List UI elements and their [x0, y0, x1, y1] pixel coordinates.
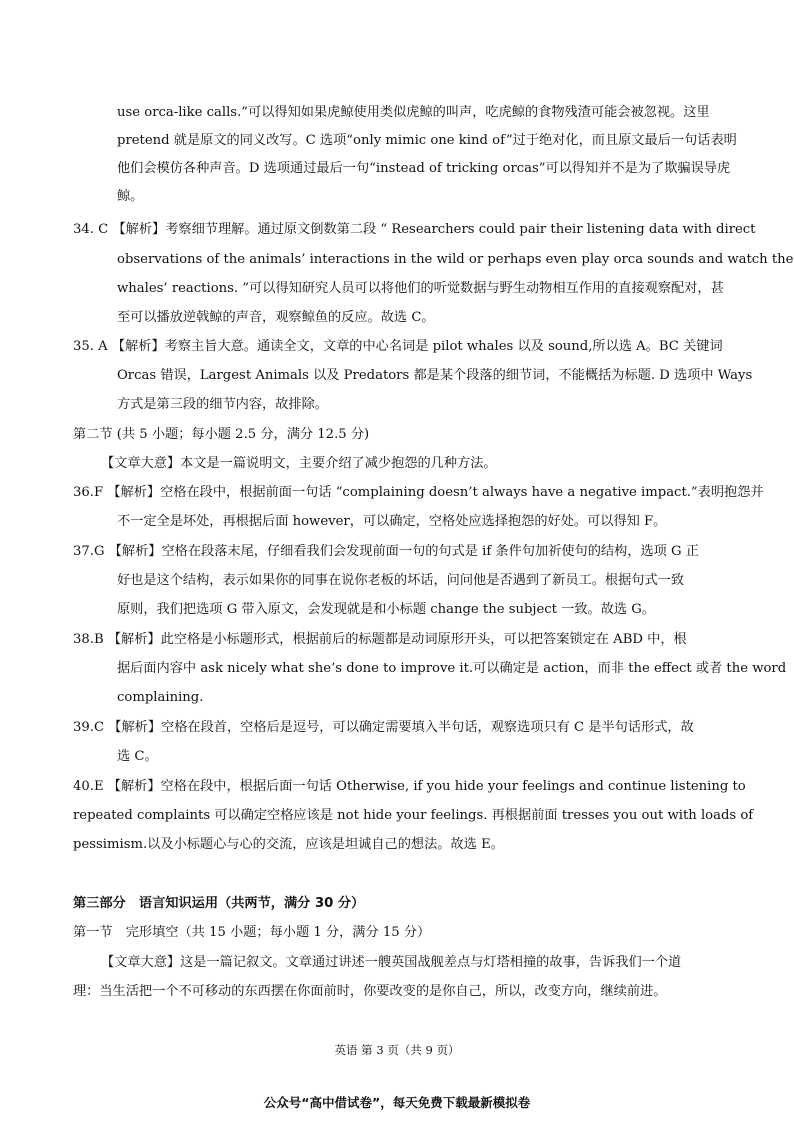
text-line: 鲸。 — [117, 189, 144, 204]
text-line: pretend 就是原文的同义改写。C 选项“only mimic one kind of”过于绝对化，而且原文最后一句话表明 — [117, 133, 737, 148]
text-line: repeated complaints 可以确定空格应该是 not hide your feelings. 再根据前面 tresses you out with loads of — [73, 808, 754, 823]
answer-39: 39.C 【解析】空格在段首，空格后是逗号，可以确定需要填入半句话，观察选项只有 C 是半句话形式，故 — [73, 720, 694, 735]
text-line: 不一定全是坏处，再根据后面 however，可以确定，空格处应选择抱怨的好处。可以得知 F。 — [117, 514, 667, 529]
answer-34: 34. C 【解析】考察细节理解。通过原文倒数第二段 “ Researchers could pair their listening data with direct — [73, 222, 756, 237]
text-line: use orca-like calls.”可以得知如果虎鲸使用类似虎鲸的叫声，吃虎鲸的食物残渣可能会被忽视。这里 — [117, 105, 710, 120]
text-line: pessimism.以及小标题心与心的交流，应该是坦诚自己的想法。故选 E。 — [73, 837, 504, 852]
text-line: 原则，我们把选项 G 带入原文，会发现就是和小标题 change the subject 一致。故选 G。 — [117, 602, 656, 617]
text-line: 好也是这个结构，表示如果你的同事在说你老板的坏话，问问他是否遇到了新员工。根据句式一致 — [117, 573, 685, 588]
text-line: 据后面内容中 ask nicely what she’s done to improve it.可以确定是 action，而非 the effect 或者 the word — [117, 661, 787, 676]
summary-line: 【文章大意】本文是一篇说明文，主要介绍了减少抱怨的几种方法。 — [101, 456, 497, 471]
section-heading: 第二节 (共 5 小题；每小题 2.5 分，满分 12.5 分) — [73, 427, 370, 442]
text-line: 选 C。 — [117, 749, 158, 764]
text-line: 他们会模仿各种声音。D 选项通过最后一句“instead of tricking orcas”可以得知并不是为了欺骗误导虎 — [117, 161, 731, 176]
section-heading: 第一节 完形填空（共 15 小题；每小题 1 分，满分 15 分） — [73, 925, 431, 940]
text-line: whales’ reactions. ”可以得知研究人员可以将他们的听觉数据与野生动物相互作用的直接观察配对，甚 — [117, 281, 724, 296]
part-heading: 第三部分 语言知识运用（共两节，满分 30 分） — [73, 896, 365, 911]
text-line: 理：当生活把一个不可移动的东西摆在你面前时，你要改变的是你自己，所以，改变方向，继续前进。 — [73, 984, 667, 999]
answer-38: 38.B 【解析】此空格是小标题形式，根据前后的标题都是动词原形开头，可以把答案锁定在 ABD 中，根 — [73, 632, 687, 647]
answer-37: 37.G 【解析】空格在段落末尾，仔细看我们会发现前面一句的句式是 if 条件句加祈使句的结构，选项 G 正 — [73, 544, 699, 559]
text-line: Orcas 错误，Largest Animals 以及 Predators 都是某个段落的细节词，不能概括为标题. D 选项中 Ways — [117, 368, 753, 383]
answer-35: 35. A 【解析】考察主旨大意。通读全文，文章的中心名词是 pilot whales 以及 sound,所以选 A。BC 关键词 — [73, 339, 723, 354]
footer-notice: 公众号“高中借试卷”，每天免费下载最新模拟卷 — [263, 1095, 531, 1110]
summary-line: 【文章大意】这是一篇记叙文。文章通过讲述一艘英国战舰差点与灯塔相撞的故事，告诉我们一个道 — [101, 955, 682, 970]
answer-36: 36.F 【解析】空格在段中，根据前面一句话 “complaining doesn’t always have a negative impact.”表明抱怨并 — [73, 485, 764, 500]
text-line: 方式是第三段的细节内容，故排除。 — [117, 397, 328, 412]
answer-40: 40.E 【解析】空格在段中，根据后面一句话 Otherwise, if you hide your feelings and continue listening to — [73, 779, 746, 794]
page-number: 英语 第 3 页（共 9 页） — [334, 1043, 460, 1057]
text-line: complaining. — [117, 690, 204, 705]
text-line: 至可以播放逆戟鲸的声音，观察鲸鱼的反应。故选 C。 — [117, 310, 435, 325]
text-line: observations of the animals’ interactions in the wild or perhaps even play orca sounds and watch the — [117, 252, 794, 267]
